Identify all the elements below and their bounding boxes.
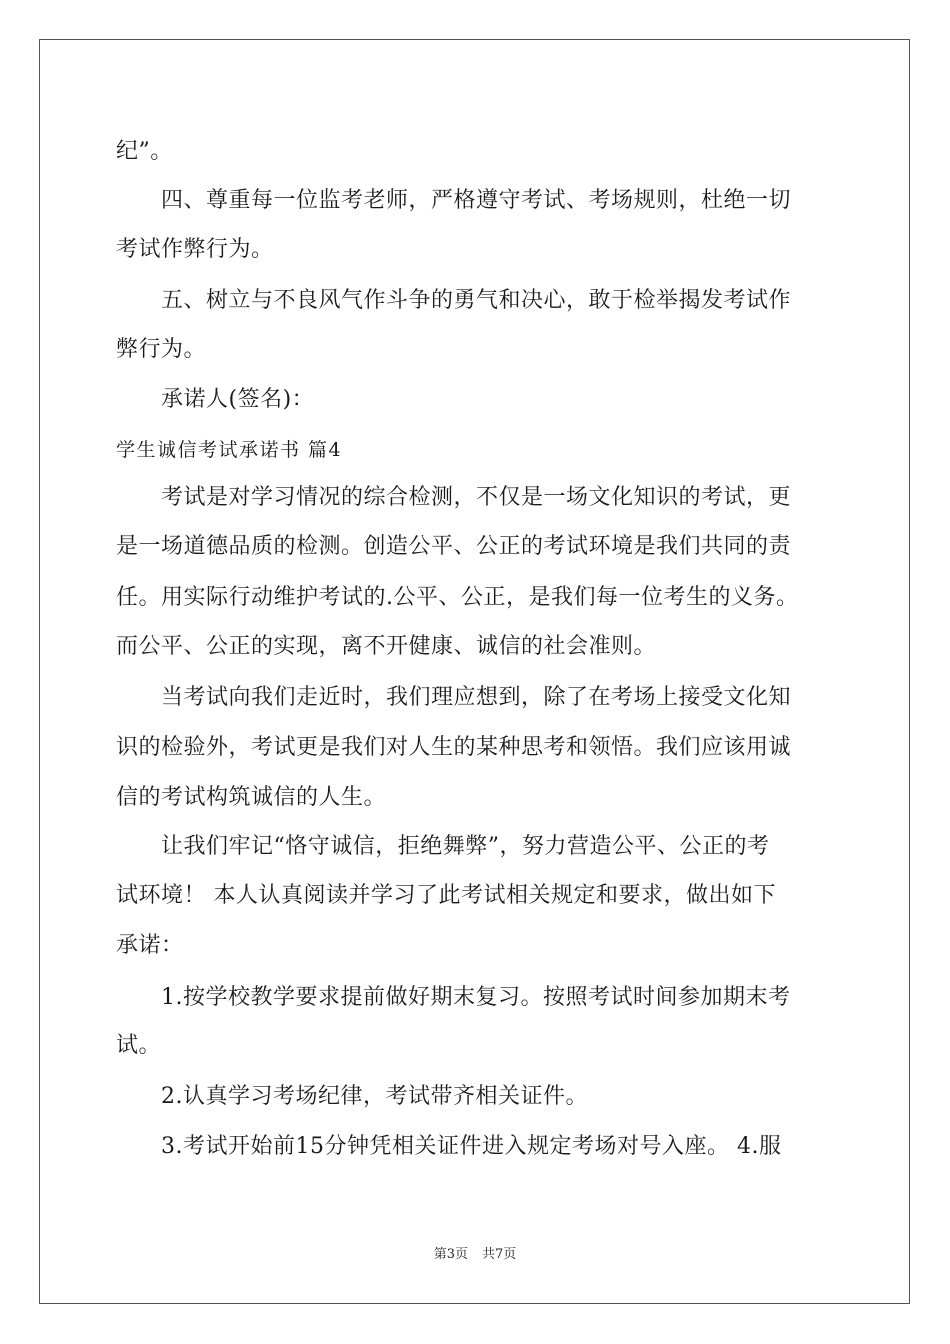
page-border (39, 39, 910, 1304)
signature-line: 承诺人(签名)： (161, 387, 315, 412)
text-line: 让我们牢记“恪守诚信，拒绝舞弊”，努力营造公平、公正的考 (161, 834, 770, 859)
text-line: 试环境！ 本人认真阅读并学习了此考试相关规定和要求，做出如下 (116, 883, 776, 908)
page-footer (0, 1246, 950, 1264)
text-line: 承诺： (116, 933, 184, 958)
text-line: 而公平、公正的实现，离不开健康、诚信的社会准则。 (116, 634, 657, 659)
page-total: 共7页 (482, 1247, 517, 1262)
text-line: 当考试向我们走近时，我们理应想到，除了在考场上接受文化知 (161, 685, 792, 710)
text-line: 五、树立与不良风气作斗争的勇气和决心，敢于检举揭发考试作 (161, 288, 792, 313)
list-item: 2.认真学习考场纪律，考试带齐相关证件。 (161, 1084, 588, 1109)
text-line: 任。用实际行动维护考试的.公平、公正，是我们每一位考生的义务。 (116, 585, 799, 610)
text-line: 试。 (116, 1033, 162, 1058)
text-line: 识的检验外，考试更是我们对人生的某种思考和领悟。我们应该用诚 (116, 735, 792, 760)
list-item: 3.考试开始前15分钟凭相关证件进入规定考场对号入座。 4.服 (161, 1134, 782, 1159)
text-line: 考试是对学习情况的综合检测，不仅是一场文化知识的考试，更 (161, 485, 792, 510)
text-line: 是一场道德品质的检测。创造公平、公正的考试环境是我们共同的责 (116, 534, 792, 559)
text-line: 信的考试构筑诚信的人生。 (116, 785, 387, 810)
list-item: 1.按学校教学要求提前做好期末复习。按照考试时间参加期末考 (161, 985, 791, 1010)
text-line: 弊行为。 (116, 337, 207, 362)
section-heading: 学生诚信考试承诺书 篇4 (116, 439, 343, 461)
text-line: 四、尊重每一位监考老师，严格遵守考试、考场规则，杜绝一切 (161, 188, 792, 213)
page-number: 第3页 (433, 1247, 468, 1262)
text-line: 纪”。 (116, 139, 173, 164)
text-line: 考试作弊行为。 (116, 237, 274, 262)
